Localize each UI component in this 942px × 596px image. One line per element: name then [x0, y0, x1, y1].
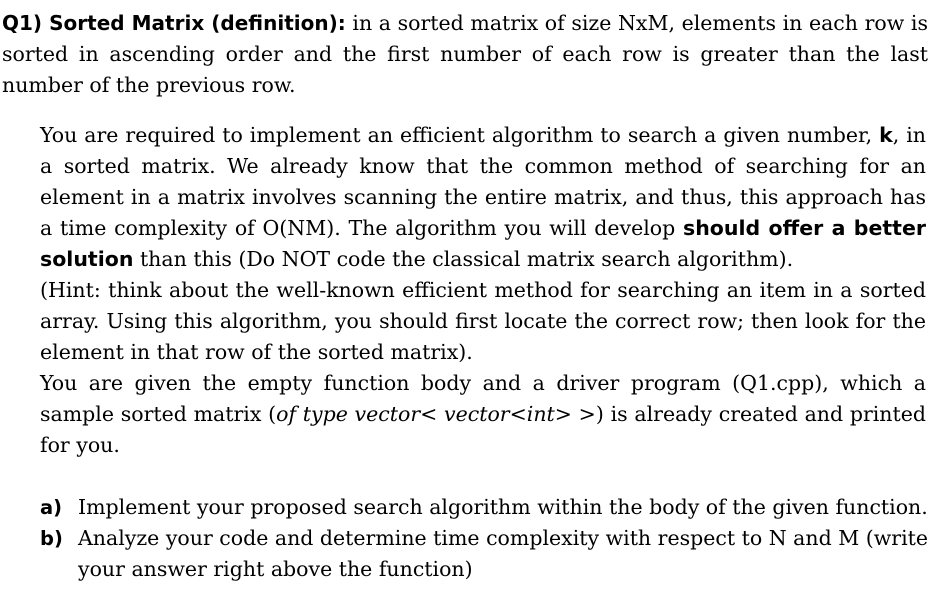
- task-text: Implement your proposed search algorithm within the body of the given function.: [78, 495, 928, 519]
- requirement-text-2: , in a sorted matrix. We already know that the common method of searching for an element in a matrix involves scanning the entire matrix, and thus, this approach has a time complexity of O(NM). The algorithm you will develop: [40, 123, 926, 240]
- task-item-b: [40, 523, 928, 585]
- definition-text: in a sorted matrix of size NxM, elements in each row is sorted in ascending order and the first number of each row is greater than the last number of the previous row.: [2, 11, 928, 97]
- driver-text-2: ) is already created and printed for you.: [40, 402, 927, 457]
- matrix-type-code: of type vector< vector<int> >: [276, 402, 596, 426]
- hint-paragraph: (Hint: think about the well-known efficient method for searching an item in a sorted array. Using this algorithm, you should first locate the correct row; then look for the element in that row of the sorted matrix).: [40, 278, 926, 364]
- question-definition: [2, 8, 928, 101]
- driver-paragraph: [40, 368, 926, 461]
- requirement-paragraph: [40, 120, 926, 275]
- question-body: [40, 120, 926, 461]
- search-key-k: k: [879, 123, 893, 147]
- requirement-text-3: than this (Do NOT code the classical matrix search algorithm).: [133, 247, 794, 271]
- question-heading: Q1) Sorted Matrix (definition):: [2, 11, 346, 35]
- better-solution-emphasis: should offer a better solution: [40, 216, 926, 271]
- task-text: Analyze your code and determine time complexity with respect to N and M (write your answer right above the function): [78, 526, 928, 581]
- requirement-text-1: You are required to implement an efficient algorithm to search a given number,: [40, 123, 880, 147]
- task-list: [40, 492, 928, 585]
- task-marker: a): [40, 496, 63, 519]
- task-marker: b): [40, 527, 63, 550]
- driver-text-1: You are given the empty function body and a driver program (Q1.cpp), which a sample sorted matrix (: [40, 371, 926, 426]
- task-item-a: [40, 492, 928, 523]
